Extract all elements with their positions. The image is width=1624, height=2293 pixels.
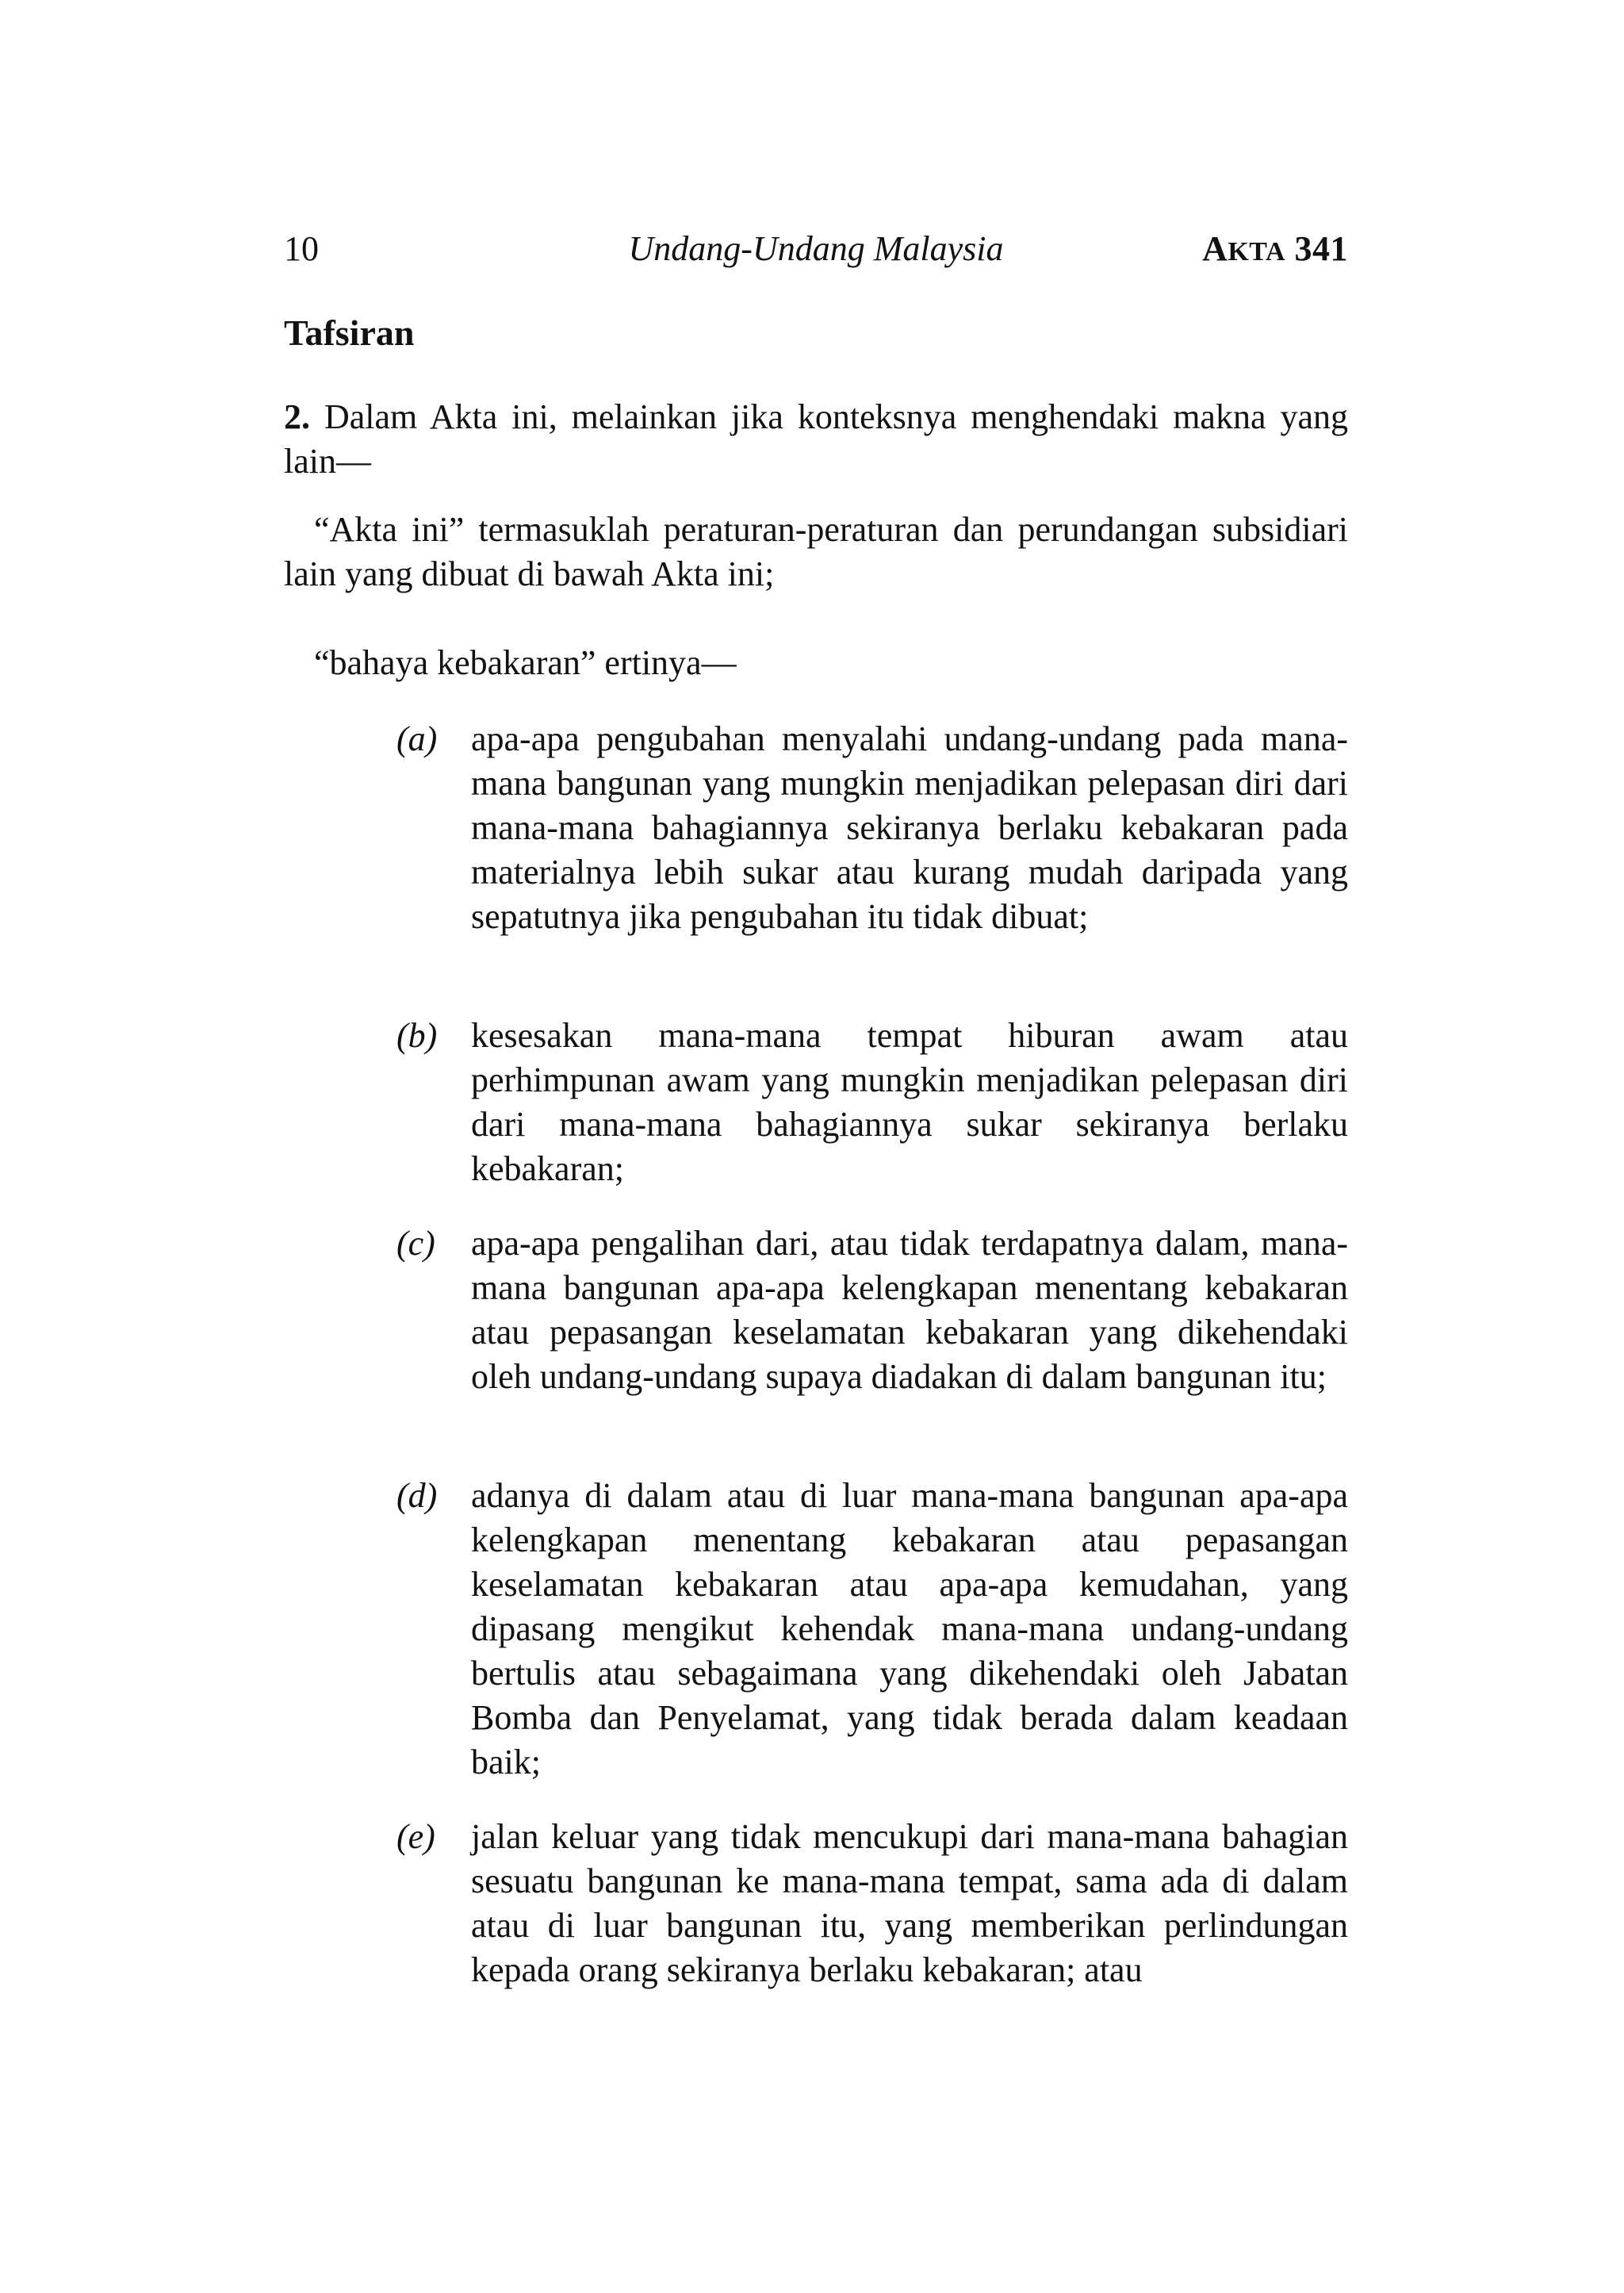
- item-label: (c): [396, 1224, 435, 1263]
- item-text: apa-apa pengubahan menyalahi undang-undang pada mana-mana bangunan yang mungkin menjadikan pelepasan diri dari mana-mana bahagiannya sekiranya berlaku kebakaran pada materialnya lebih sukar atau kurang mudah daripada yang sepatutnya jika pengubahan itu tidak dibuat;: [471, 719, 1348, 936]
- definition-akta-ini: “Akta ini” termasuklah peraturan-peraturan dan perundangan subsidiari lain yang dibuat di bawah Akta ini;: [284, 510, 1348, 593]
- item-label: (b): [396, 1016, 438, 1055]
- definition-bahaya-kebakaran: “bahaya kebakaran” ertinya—: [314, 643, 737, 682]
- page-number: 10: [284, 229, 319, 268]
- section-heading: Tafsiran: [284, 313, 415, 353]
- running-title: Undang-Undang Malaysia: [628, 229, 1004, 268]
- section-text: Dalam Akta ini, melainkan jika konteksnya menghendaki makna yang lain—: [284, 397, 1348, 481]
- item-label: (e): [396, 1817, 435, 1856]
- item-text: jalan keluar yang tidak mencukupi dari mana-mana bahagian sesuatu bangunan ke mana-mana tempat, sama ada di dalam atau di luar bangunan itu, yang memberikan perlindungan kepada orang sekiranya berlaku kebakaran; atau: [471, 1817, 1348, 1989]
- act-num: 341: [1285, 229, 1348, 268]
- page-header: [284, 224, 1348, 274]
- item-text: kesesakan mana-mana tempat hiburan awam atau perhimpunan awam yang mungkin menjadikan pelepasan diri dari mana-mana bahagiannya sukar sekiranya berlaku kebakaran;: [471, 1016, 1348, 1188]
- item-text: apa-apa pengalihan dari, atau tidak terdapatnya dalam, mana-mana bangunan apa-apa kelengkapan menentang kebakaran atau pepasangan keselamatan kebakaran yang dikehendaki oleh undang-undang supaya diadakan di dalam bangunan itu;: [471, 1224, 1348, 1396]
- section-paragraph: [284, 395, 1348, 484]
- item-label: (d): [396, 1476, 438, 1515]
- act-number: [1202, 224, 1348, 278]
- act-smallcaps: KTA: [1228, 237, 1285, 266]
- item-label: (a): [396, 719, 438, 758]
- section-number: 2.: [284, 397, 310, 436]
- item-text: adanya di dalam atau di luar mana-mana bangunan apa-apa kelengkapan menentang kebakaran atau pepasangan keselamatan kebakaran atau apa-apa kemudahan, yang dipasang mengikut kehendak mana-mana undang-undang bertulis atau sebagaimana yang dikehendaki oleh Jabatan Bomba dan Penyelamat, yang tidak berada dalam keadaan baik;: [471, 1476, 1348, 1781]
- act-prefix: A: [1202, 229, 1228, 268]
